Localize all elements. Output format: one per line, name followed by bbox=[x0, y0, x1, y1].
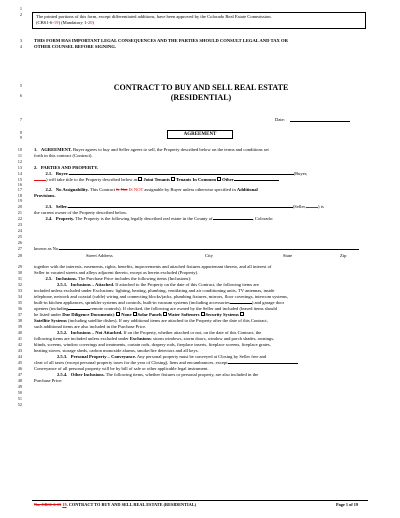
legal-warning-line1: THIS FORM HAS IMPORTANT LEGAL CONSEQUENCES AND THE PARTIES SHOULD CONSULT LEGAL AND TAX OR bbox=[34, 38, 288, 43]
title-holding-line: ) will take title to the Property described below as Joint Tenants Tenants In Common Other bbox=[34, 177, 368, 182]
seller-line2: the current owner of the Property described below. bbox=[34, 209, 128, 215]
buyer-entity-field[interactable] bbox=[34, 177, 46, 181]
line-number: 23 bbox=[17, 221, 22, 227]
line-number: 30 bbox=[17, 269, 22, 275]
security-systems-checkbox[interactable] bbox=[201, 312, 205, 316]
line-number: 8 bbox=[19, 130, 22, 135]
satellite-line: Satellite Systems (including satellite dishes). If any additional items are attached to the Property after the date of this Contract, bbox=[34, 317, 268, 323]
line-number: 51 bbox=[17, 395, 22, 401]
buyer-line: 2.1. Buyer. (Buyer, bbox=[45, 170, 308, 176]
additional-items-line: such additional items are also included in the Purchase Price. bbox=[34, 323, 147, 329]
other-title-field[interactable] bbox=[234, 177, 279, 181]
not-attached-text-line1: following items are included unless excluded under Exclusions: storm windows, storm doors, window and porch shades, awnings, bbox=[34, 335, 275, 341]
line-number: 16 bbox=[17, 181, 22, 187]
line-number: 46 bbox=[17, 365, 22, 371]
none-checkbox[interactable] bbox=[116, 312, 120, 316]
col-state: State bbox=[283, 253, 293, 258]
line-number: 26 bbox=[17, 239, 22, 245]
line-number: 35 bbox=[17, 299, 22, 305]
line-number: 3 bbox=[19, 38, 22, 43]
footer-rule bbox=[32, 500, 368, 501]
line-number: 2 bbox=[19, 12, 22, 17]
purchase-price-line: Purchase Price: bbox=[34, 377, 63, 383]
line-number: 9 bbox=[19, 135, 22, 140]
line-number: 29 bbox=[17, 263, 22, 269]
line-number: 31 bbox=[17, 275, 22, 281]
personal-property-text-line2: Conveyance of all personal property will be by bill of sale or other applicable legal instrument. bbox=[34, 365, 209, 371]
other-title-checkbox[interactable] bbox=[217, 177, 221, 181]
line-number: 41 bbox=[17, 335, 22, 341]
property-line: 2.4. Property. The Property is the following legally described real estate in the County of , Colorado: bbox=[45, 215, 274, 221]
line-number: 14 bbox=[17, 170, 22, 176]
seller-line: 2.3. Seller. (Seller, ) is bbox=[45, 203, 324, 209]
owned-items-line: be listed under Due Diligence Documents): None Solar Panels Water Softeners Security Systems bbox=[34, 312, 368, 317]
line-number: 44 bbox=[17, 353, 22, 359]
line-number: 18 bbox=[17, 193, 22, 198]
section-2-heading: 2. PARTIES AND PROPERTY. bbox=[34, 164, 99, 170]
line-number: 27 bbox=[17, 246, 22, 251]
tenants-in-common-checkbox[interactable] bbox=[171, 177, 175, 181]
not-attached-line: 2.5.2. Inclusions – Not Attached. If on the Property, whether attached or not, on the date of this Contract, the bbox=[56, 329, 262, 335]
solar-panels-checkbox[interactable] bbox=[133, 312, 137, 316]
personal-property-text-line1: clear of all taxes (except personal property taxes for the year of Closing), liens and encumbrances, except bbox=[34, 360, 368, 365]
line-number: 21 bbox=[17, 209, 22, 215]
line-number: 38 bbox=[17, 317, 22, 323]
personal-property-line: 2.5.3. Personal Property – Conveyance. Any personal property must be conveyed at Closing by Seller free and bbox=[56, 353, 267, 359]
line-number: 12 bbox=[17, 158, 22, 164]
inclusions-attached-line: 2.5.1. Inclusions – Attached. If attached to the Property on the date of this Contract, the following items are bbox=[56, 281, 259, 287]
line-number: 22 bbox=[17, 215, 22, 221]
known-as-line: known as No. bbox=[34, 246, 368, 251]
other-inclusions-line: 2.5.4. Other Inclusions. The following items, whether fixtures or personal property, are also included in the bbox=[56, 371, 259, 377]
section-1-line2: forth in this contract (Contract). bbox=[34, 153, 93, 158]
interests-line2: Seller in vacated streets and alleys adjacent thereto, except as herein excluded (Property). bbox=[34, 269, 199, 275]
line-number: 42 bbox=[17, 341, 22, 347]
line-number: 32 bbox=[17, 281, 22, 287]
vacuum-accessories-field[interactable] bbox=[230, 300, 252, 304]
line-number: 19 bbox=[17, 198, 22, 203]
line-number: 36 bbox=[17, 305, 22, 311]
contract-subtitle: (RESIDENTIAL) bbox=[170, 93, 232, 102]
line-number: 37 bbox=[17, 311, 22, 317]
line-number: 17 bbox=[17, 187, 22, 192]
approval-notice-line2: (CBS1-6-19) (Mandatory 1-20) bbox=[36, 20, 94, 25]
line-number: 20 bbox=[17, 203, 22, 209]
approval-notice-box bbox=[32, 12, 366, 29]
line-number: 6 bbox=[19, 93, 22, 98]
encumbrance-exception-field[interactable] bbox=[228, 360, 298, 364]
inclusions-line: 2.5. Inclusions. The Purchase Price includes the following items (Inclusions): bbox=[45, 275, 192, 281]
line-number: 50 bbox=[17, 389, 22, 395]
line-number: 11 bbox=[17, 153, 22, 158]
buyer-name-field[interactable] bbox=[69, 171, 294, 175]
interests-line1: together with the interests, easements, rights, benefits, improvements and attached fixtures appurtenant thereto, and all interest of bbox=[34, 263, 272, 269]
contract-title: CONTRACT TO BUY AND SELL REAL ESTATE bbox=[113, 83, 289, 92]
inclusions-text-line3: built-in kitchen appliances, sprinkler systems and controls, built-in vacuum systems (including accessories ) and garage door bbox=[34, 299, 285, 305]
approval-notice-line1: The printed portions of this form, except differentiated additions, have been approved by the Colorado Real Estate Commission. bbox=[36, 14, 272, 19]
inclusions-text-line1: included unless excluded under Exclusions: lighting, heating, plumbing, ventilating and air conditioning units, TV antennas, inside bbox=[34, 287, 275, 293]
line-number: 40 bbox=[17, 329, 22, 335]
line-number: 25 bbox=[17, 233, 22, 239]
street-address-field[interactable] bbox=[59, 246, 359, 250]
county-field[interactable] bbox=[213, 216, 253, 220]
line-number: 48 bbox=[17, 377, 22, 383]
footer-form-id: No. CBS1-6-15 19. CONTRACT TO BUY AND SELL REAL ESTATE (RESIDENTIAL) bbox=[34, 502, 197, 507]
not-attached-text-line2: blinds, screens, window coverings and treatments, curtain rods, drapery rods, fireplace inserts, fireplace screens, fireplace grates, bbox=[34, 341, 271, 347]
line-number: 47 bbox=[17, 371, 22, 377]
line-number: 28 bbox=[17, 253, 22, 258]
assignability-line1: 2.2. No Assignability. This Contract Is Not IS NOT assignable by Buyer unless otherwise specified in Additional bbox=[45, 187, 258, 192]
footer-page-number: Page 1 of 19 bbox=[336, 502, 359, 507]
line-number: 43 bbox=[17, 347, 22, 353]
assignability-line2: Provisions. bbox=[34, 193, 56, 198]
line-number: 13 bbox=[17, 164, 22, 170]
remote-count-field[interactable] bbox=[68, 306, 90, 310]
line-number: 33 bbox=[17, 287, 22, 293]
line-number: 7 bbox=[19, 117, 22, 122]
line-number: 39 bbox=[17, 323, 22, 329]
line-number: 24 bbox=[17, 227, 22, 233]
not-attached-text-line3: heating stoves, storage sheds, carbon monoxide alarms, smoke/fire detectors and all keys. bbox=[34, 347, 199, 353]
col-city: City bbox=[205, 253, 213, 258]
line-number: 34 bbox=[17, 293, 22, 299]
inclusions-text-line4: openers (including remote controls). If checked, the following are owned by the Seller and included (leased items should bbox=[34, 305, 277, 311]
legal-warning-line2: OTHER COUNSEL BEFORE SIGNING. bbox=[34, 43, 116, 49]
line-number: 10 bbox=[17, 147, 22, 152]
line-number: 4 bbox=[19, 43, 22, 49]
date-field[interactable] bbox=[290, 121, 350, 122]
agreement-heading: AGREEMENT bbox=[167, 130, 233, 139]
line-number: 52 bbox=[17, 401, 22, 407]
seller-entity-field[interactable] bbox=[306, 204, 318, 208]
col-zip: Zip bbox=[340, 253, 347, 258]
line-number: 49 bbox=[17, 383, 22, 389]
line-number: 1 bbox=[19, 6, 22, 11]
water-softeners-checkbox[interactable] bbox=[163, 312, 167, 316]
line-number: 15 bbox=[17, 176, 22, 182]
satellite-systems-checkbox[interactable] bbox=[240, 312, 244, 316]
seller-name-field[interactable] bbox=[68, 204, 293, 208]
col-street-address: Street Address bbox=[86, 253, 113, 258]
inclusions-text-line2: telephone, network and coaxial (cable) wiring and connecting blocks/jacks, plumbing fixtures, mirrors, floor coverings, intercom systems, bbox=[34, 293, 288, 299]
line-number: 45 bbox=[17, 359, 22, 365]
joint-tenants-checkbox[interactable] bbox=[138, 177, 142, 181]
date-label: Date: bbox=[275, 117, 285, 122]
line-number: 5 bbox=[19, 83, 22, 88]
section-1-line1: 1. AGREEMENT. Buyer agrees to buy and Seller agrees to sell, the Property described below on the terms and conditions set bbox=[34, 147, 269, 152]
